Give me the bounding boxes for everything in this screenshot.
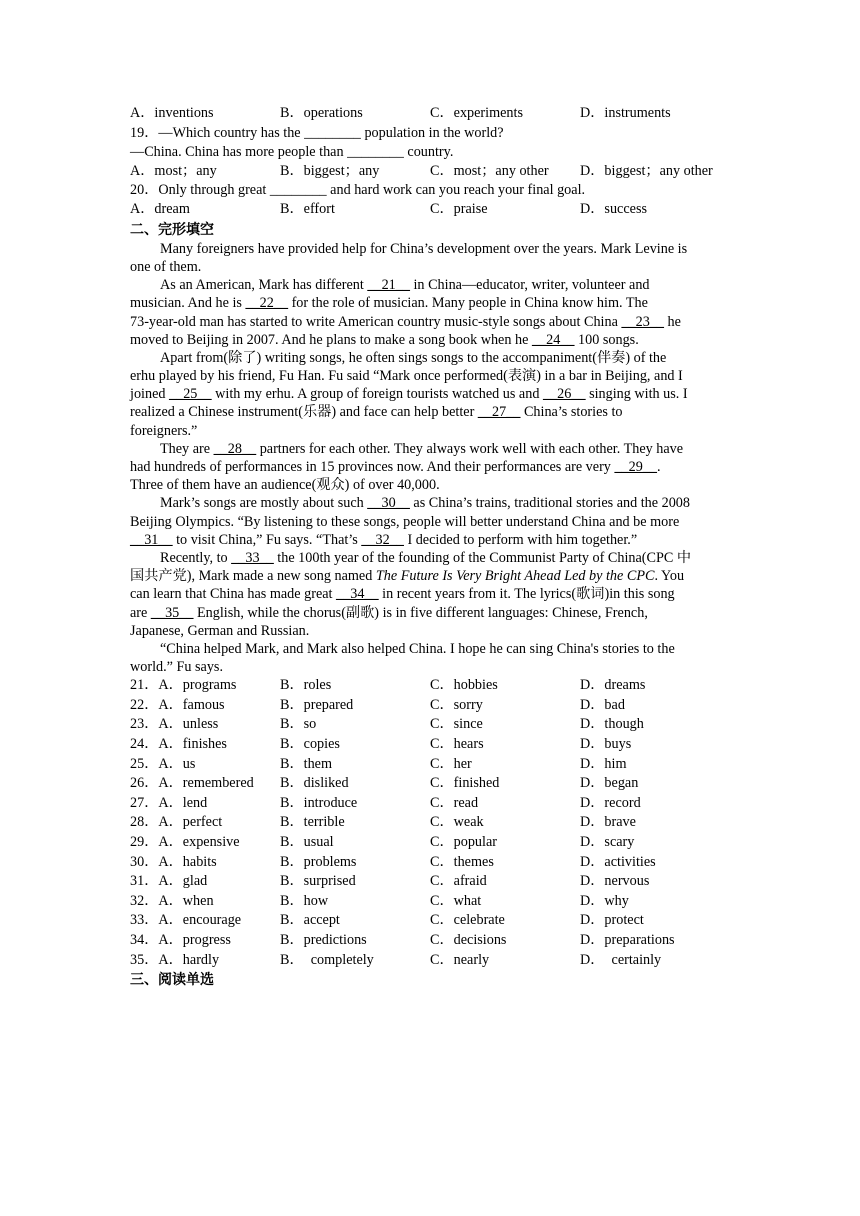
option-a: 26．A．remembered (130, 775, 254, 792)
blank-27: __27__ (477, 404, 521, 421)
option-d: D．protect (580, 912, 644, 929)
cloze-option-row (130, 892, 730, 912)
section-heading-reading: 三、阅读单选 (130, 972, 214, 989)
option-a: 25．A．us (130, 755, 196, 772)
passage-line (130, 531, 730, 549)
passage-text: he (664, 313, 681, 330)
passage-text: as China’s trains, traditional stories and the 2008 (409, 495, 690, 512)
blank-22: __22__ (245, 295, 289, 312)
cloze-option-row (130, 755, 730, 775)
passage-text: realized a Chinese instrument(乐器) and face can help better (130, 404, 478, 421)
passage-text: singing with us. I (585, 386, 688, 403)
option-c: C．hobbies (430, 677, 498, 694)
cloze-option-row (130, 872, 730, 892)
option-a: 22．A．famous (130, 696, 225, 713)
passage-text: Recently, to (160, 549, 232, 566)
option-d: D．activities (580, 853, 656, 870)
q19-stem-reply: —China. China has more people than ________ country. (130, 143, 454, 160)
passage-text: are (130, 604, 151, 621)
q18-option-b: B．operations (280, 105, 363, 121)
blank-31: __31__ (130, 531, 173, 548)
passage-text: to visit China,” Fu says. “That’s (172, 531, 362, 548)
option-c: C．celebrate (430, 912, 505, 929)
blank-21: __21__ (367, 277, 410, 294)
blank-29: __29__ (614, 459, 658, 476)
passage-text: the 100th year of the founding of the Communist Party of China(CPC 中 (273, 549, 692, 566)
q20-option-c: C．praise (430, 201, 488, 218)
option-c: C．popular (430, 834, 497, 851)
option-a: 27．A．lend (130, 794, 208, 811)
passage-line: world.” Fu says. (130, 659, 224, 676)
passage-text: moved to Beijing in 2007. And he plans to make a song book when he (130, 331, 532, 348)
section-heading-cloze: 二、完形填空 (130, 221, 214, 238)
passage-text: can learn that China has made great (130, 586, 337, 603)
q20-stem: 20．Only through great ________ and hard work can you reach your final goal. (130, 182, 586, 199)
option-c: C．what (430, 892, 482, 909)
passage-text: in China—educator, writer, volunteer and (409, 277, 650, 294)
cloze-option-row (130, 696, 730, 716)
option-d: D．scary (580, 834, 635, 851)
passage-line: “China helped Mark, and Mark also helped China. I hope he can sing China's stories to the (160, 640, 675, 657)
cloze-passage (130, 240, 730, 677)
option-b: B．problems (280, 853, 357, 870)
passage-line: Many foreigners have provided help for China’s development over the years. Mark Levine is (160, 240, 688, 257)
q18-option-d: D．instruments (580, 105, 671, 121)
passage-line: Three of them have an audience(观众) of over 40,000. (130, 477, 440, 494)
q19-options (130, 162, 730, 182)
option-d: D．him (580, 755, 627, 772)
q20-option-d: D．success (580, 201, 647, 218)
q18-option-c: C．experiments (430, 105, 523, 121)
passage-text: in recent years from it. The lyrics(歌词)in this song (378, 586, 675, 603)
passage-line: Beijing Olympics. “By listening to these songs, people will better understand China and be more (130, 513, 680, 530)
blank-34: __34__ (336, 586, 379, 603)
cloze-option-row (130, 735, 730, 755)
option-b: B．how (280, 892, 329, 909)
option-b: B．usual (280, 834, 334, 851)
passage-text: English, while the chorus(副歌) is in five different languages: Chinese, French, (193, 604, 648, 621)
passage-text: with my erhu. A group of foreign tourists watched us and (211, 386, 543, 403)
option-c: C．nearly (430, 951, 490, 968)
q19-option-a: A．most；any (130, 162, 217, 179)
passage-line (130, 331, 730, 349)
cloze-option-row (130, 715, 730, 735)
option-d: D．bad (580, 696, 625, 713)
blank-24: __24__ (531, 331, 575, 348)
passage-line (130, 313, 730, 331)
passage-text: I decided to perform with him together.” (403, 531, 638, 548)
option-c: C．since (430, 716, 483, 733)
option-a: 32．A．when (130, 892, 214, 909)
passage-line (130, 294, 730, 312)
passage-text: 100 songs. (574, 331, 639, 348)
q20-options (130, 200, 730, 220)
cloze-options (130, 676, 730, 970)
passage-line (130, 440, 730, 458)
option-d: D．buys (580, 736, 632, 753)
cloze-option-row (130, 833, 730, 853)
option-c: C．sorry (430, 696, 483, 713)
passage-text: 73-year-old man has started to write American country music-style songs about China (130, 313, 622, 330)
cloze-option-row (130, 911, 730, 931)
option-b: B． completely (280, 951, 374, 968)
passage-line: Japanese, German and Russian. (130, 622, 310, 639)
option-d: D．why (580, 892, 629, 909)
cloze-option-row (130, 951, 730, 971)
option-c: C．weak (430, 814, 484, 831)
cloze-option-row (130, 774, 730, 794)
option-b: B．so (280, 716, 317, 733)
passage-line (130, 385, 730, 403)
passage-line (130, 276, 730, 294)
passage-text: . You (654, 568, 685, 585)
blank-30: __30__ (367, 495, 410, 512)
option-a: 21．A．programs (130, 677, 237, 694)
passage-text: joined (130, 386, 170, 403)
q18-option-a: A．inventions (130, 105, 214, 121)
passage-line: Apart from(除了) writing songs, he often sings songs to the accompaniment(伴奏) of the (160, 349, 667, 366)
option-d: D．record (580, 794, 641, 811)
q19-option-b: B．biggest；any (280, 162, 380, 179)
option-a: 33．A．encourage (130, 912, 242, 929)
passage-line (130, 494, 730, 512)
passage-line (130, 458, 730, 476)
cloze-option-row (130, 676, 730, 696)
cloze-option-row (130, 794, 730, 814)
option-c: C．themes (430, 853, 494, 870)
option-b: B．accept (280, 912, 340, 929)
option-a: 31．A．glad (130, 873, 208, 890)
passage-line (130, 567, 730, 585)
option-b: B．disliked (280, 775, 349, 792)
cloze-option-row (130, 813, 730, 833)
passage-text: They are (160, 440, 214, 457)
option-a: 28．A．perfect (130, 814, 223, 831)
q18-options (130, 104, 730, 124)
option-c: C．afraid (430, 873, 487, 890)
option-c: C．finished (430, 775, 500, 792)
blank-23: __23__ (621, 313, 664, 330)
option-b: B．prepared (280, 696, 354, 713)
option-d: D．brave (580, 814, 636, 831)
passage-line: foreigners.” (130, 422, 198, 439)
page-content (130, 104, 730, 990)
q20-option-a: A．dream (130, 201, 190, 218)
q19-option-d: D．biggest；any other (580, 162, 713, 179)
option-b: B．copies (280, 736, 340, 753)
blank-33: __33__ (231, 549, 274, 566)
passage-text: had hundreds of performances in 15 provinces now. And their performances are very (130, 459, 615, 476)
option-d: D．nervous (580, 873, 650, 890)
option-d: D．began (580, 775, 639, 792)
option-b: B．introduce (280, 794, 358, 811)
passage-text: China’s stories to (520, 404, 623, 421)
passage-text: . (657, 459, 661, 476)
passage-line (130, 403, 730, 421)
passage-text: musician. And he is (130, 295, 246, 312)
cloze-option-row (130, 931, 730, 951)
option-d: D．preparations (580, 932, 675, 948)
option-d: D． certainly (580, 951, 662, 968)
option-c: C．hears (430, 736, 484, 753)
option-b: B．surprised (280, 873, 356, 890)
passage-text: Mark’s songs are mostly about such (160, 495, 368, 512)
option-a: 35．A．hardly (130, 951, 220, 968)
option-a: 30．A．habits (130, 853, 217, 870)
option-d: D．dreams (580, 677, 646, 694)
option-c: C．her (430, 755, 472, 772)
blank-32: __32__ (361, 531, 404, 548)
q19-option-c: C．most；any other (430, 162, 549, 179)
option-a: 29．A．expensive (130, 834, 240, 851)
option-a: 34．A．progress (130, 932, 231, 948)
option-b: B．roles (280, 677, 332, 694)
passage-text: for the role of musician. Many people in China know him. The (288, 295, 648, 312)
passage-text: As an American, Mark has different (160, 277, 368, 294)
option-b: B．terrible (280, 814, 345, 831)
passage-line: erhu played by his friend, Fu Han. Fu said “Mark once performed(表演) in a bar in Beijing, and I (130, 368, 683, 385)
option-b: B．them (280, 755, 333, 772)
passage-line: one of them. (130, 258, 202, 275)
passage-text: 国共产党), Mark made a new song named (130, 568, 376, 585)
blank-26: __26__ (542, 386, 586, 403)
q20-option-b: B．effort (280, 201, 335, 218)
passage-line (130, 604, 730, 622)
option-c: C．decisions (430, 932, 507, 948)
option-b: B．predictions (280, 932, 367, 948)
passage-text: partners for each other. They always work well with each other. They have (256, 440, 684, 457)
passage-line (130, 585, 730, 603)
blank-28: __28__ (213, 440, 257, 457)
option-a: 23．A．unless (130, 716, 219, 733)
song-title: The Future Is Very Bright Ahead Led by the CPC (375, 568, 655, 585)
passage-line (130, 549, 730, 567)
blank-35: __35__ (150, 604, 194, 621)
blank-25: __25__ (169, 386, 212, 403)
q19-stem: 19．—Which country has the ________ population in the world? (130, 124, 504, 141)
cloze-option-row (130, 853, 730, 873)
option-d: D．though (580, 716, 644, 733)
option-c: C．read (430, 794, 479, 811)
option-a: 24．A．finishes (130, 736, 227, 753)
